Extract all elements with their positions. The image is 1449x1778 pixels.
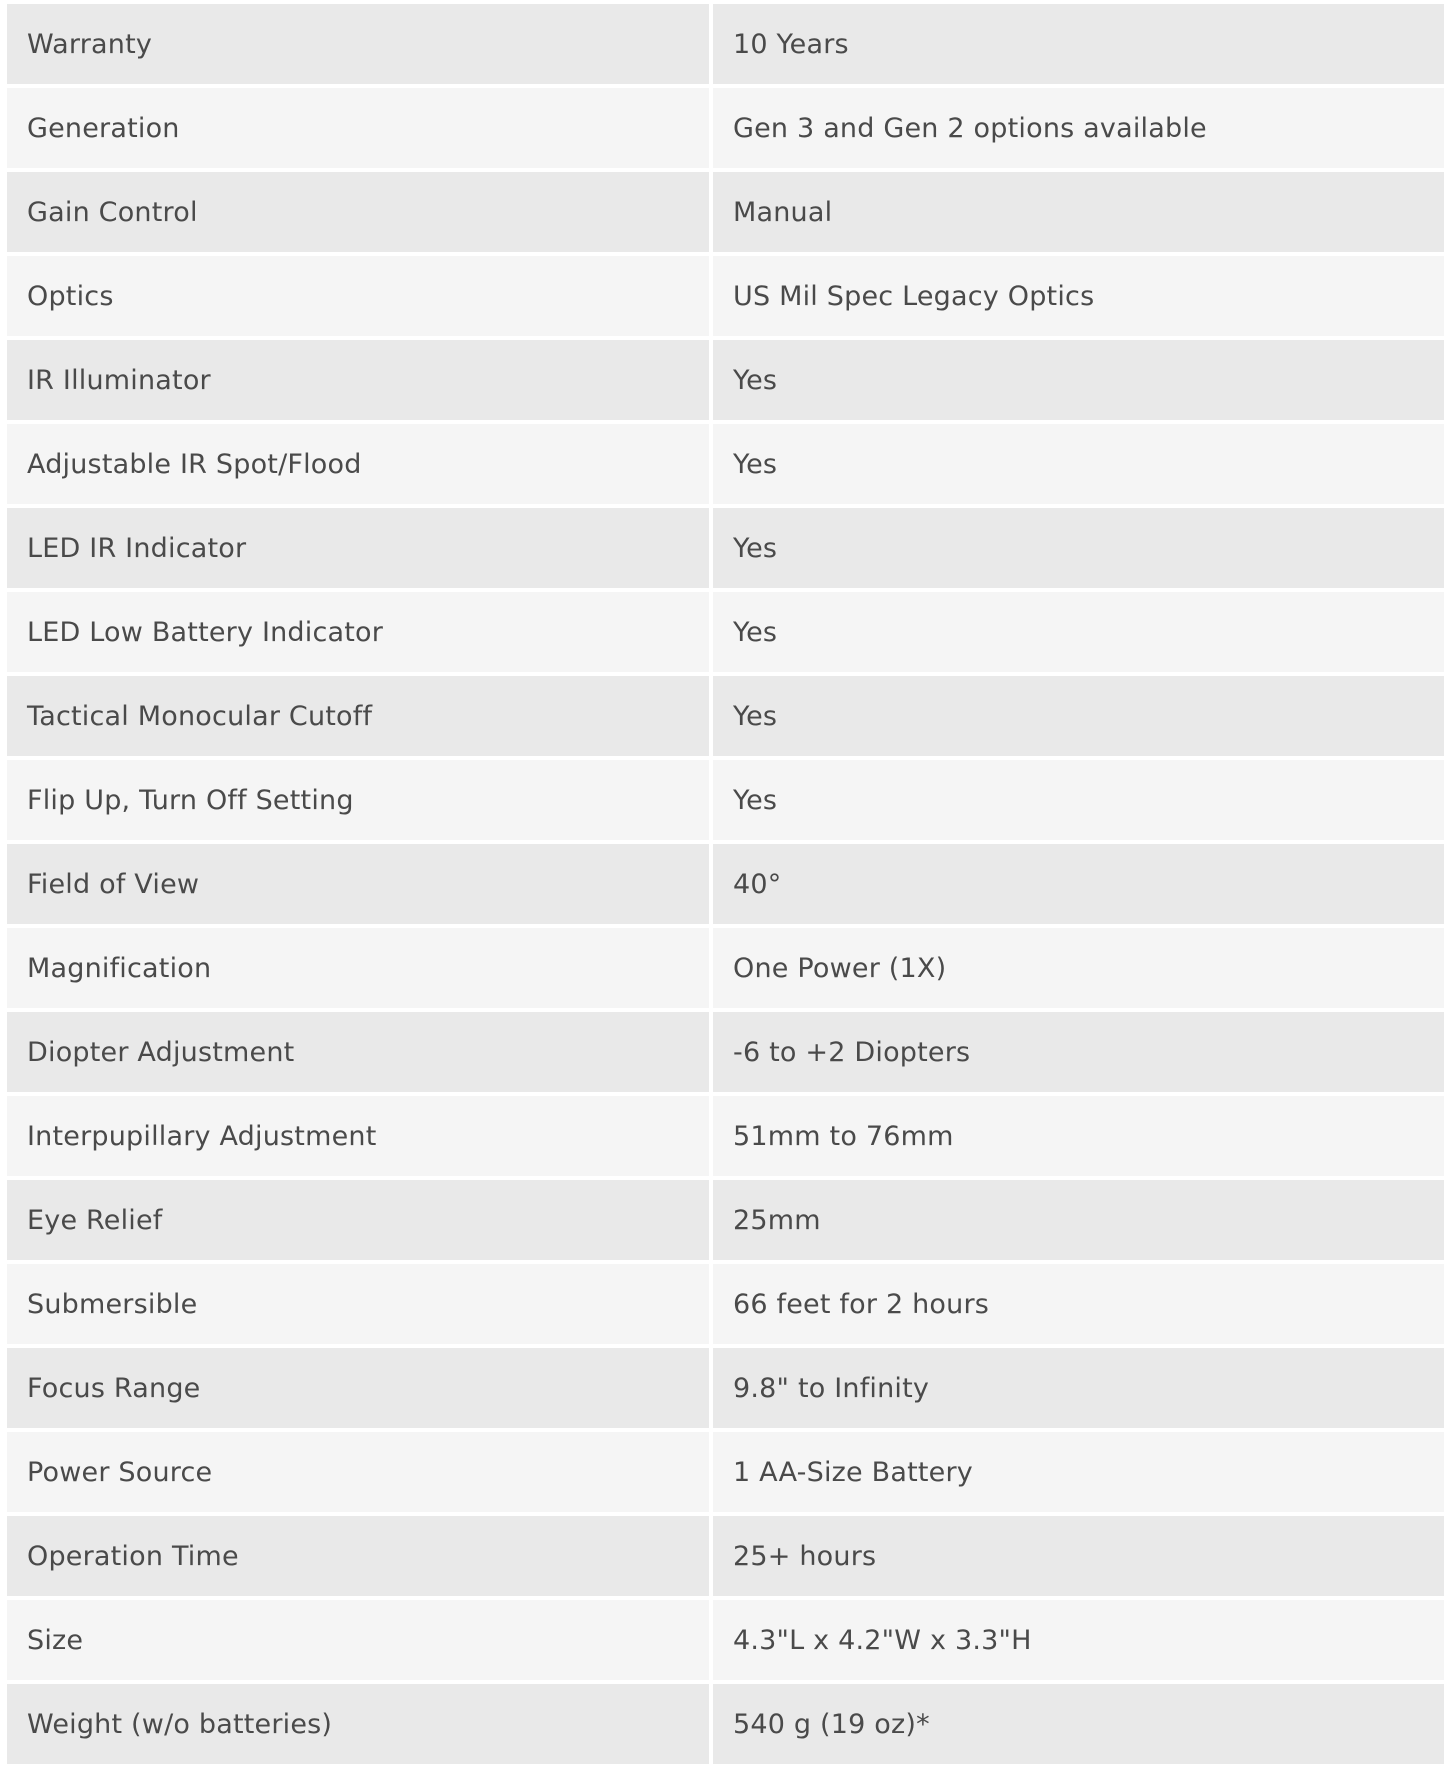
spec-value: US Mil Spec Legacy Optics [711, 256, 1449, 340]
spec-value: -6 to +2 Diopters [711, 1012, 1449, 1096]
spec-label: Gain Control [0, 172, 711, 256]
spec-label: LED Low Battery Indicator [0, 592, 711, 676]
spec-value: Yes [711, 424, 1449, 508]
spec-row-optics [0, 256, 1449, 340]
spec-value: 25+ hours [711, 1516, 1449, 1600]
spec-label: Adjustable IR Spot/Flood [0, 424, 711, 508]
spec-value: Yes [711, 676, 1449, 760]
spec-row-diopter [0, 1012, 1449, 1096]
spec-label: Submersible [0, 1264, 711, 1348]
spec-row-led-ir-indicator [0, 508, 1449, 592]
spec-label: Tactical Monocular Cutoff [0, 676, 711, 760]
spec-row-warranty [0, 0, 1449, 88]
spec-label: Power Source [0, 1432, 711, 1516]
spec-label: Field of View [0, 844, 711, 928]
spec-value: 10 Years [711, 0, 1449, 88]
spec-row-operation-time [0, 1516, 1449, 1600]
spec-row-ir-illuminator [0, 340, 1449, 424]
spec-value: Yes [711, 340, 1449, 424]
spec-value: 25mm [711, 1180, 1449, 1264]
spec-value: 9.8" to Infinity [711, 1348, 1449, 1432]
spec-label: Optics [0, 256, 711, 340]
spec-label: Flip Up, Turn Off Setting [0, 760, 711, 844]
spec-label: Operation Time [0, 1516, 711, 1600]
spec-label: Focus Range [0, 1348, 711, 1432]
spec-label: Weight (w/o batteries) [0, 1684, 711, 1768]
spec-value: 540 g (19 oz)* [711, 1684, 1449, 1768]
spec-value: Manual [711, 172, 1449, 256]
spec-row-flip-up [0, 760, 1449, 844]
spec-row-gain-control [0, 172, 1449, 256]
spec-label: Interpupillary Adjustment [0, 1096, 711, 1180]
spec-row-interpupillary [0, 1096, 1449, 1180]
spec-value: 66 feet for 2 hours [711, 1264, 1449, 1348]
spec-value: Yes [711, 760, 1449, 844]
spec-row-submersible [0, 1264, 1449, 1348]
spec-row-led-low-battery [0, 592, 1449, 676]
spec-value: 51mm to 76mm [711, 1096, 1449, 1180]
spec-value: Yes [711, 592, 1449, 676]
spec-row-generation [0, 88, 1449, 172]
spec-label: Generation [0, 88, 711, 172]
spec-row-adjustable-ir [0, 424, 1449, 508]
spec-label: LED IR Indicator [0, 508, 711, 592]
spec-label: Eye Relief [0, 1180, 711, 1264]
spec-row-weight [0, 1684, 1449, 1768]
spec-row-power-source [0, 1432, 1449, 1516]
spec-row-magnification [0, 928, 1449, 1012]
spec-value: One Power (1X) [711, 928, 1449, 1012]
spec-label: Diopter Adjustment [0, 1012, 711, 1096]
spec-label: Warranty [0, 0, 711, 88]
spec-value: 40° [711, 844, 1449, 928]
spec-row-size [0, 1600, 1449, 1684]
spec-label: Magnification [0, 928, 711, 1012]
spec-value: 1 AA-Size Battery [711, 1432, 1449, 1516]
spec-label: Size [0, 1600, 711, 1684]
spec-row-focus-range [0, 1348, 1449, 1432]
spec-row-eye-relief [0, 1180, 1449, 1264]
spec-value: Yes [711, 508, 1449, 592]
spec-row-tactical-cutoff [0, 676, 1449, 760]
spec-value: 4.3"L x 4.2"W x 3.3"H [711, 1600, 1449, 1684]
spec-label: IR Illuminator [0, 340, 711, 424]
spec-value: Gen 3 and Gen 2 options available [711, 88, 1449, 172]
spec-row-field-of-view [0, 844, 1449, 928]
